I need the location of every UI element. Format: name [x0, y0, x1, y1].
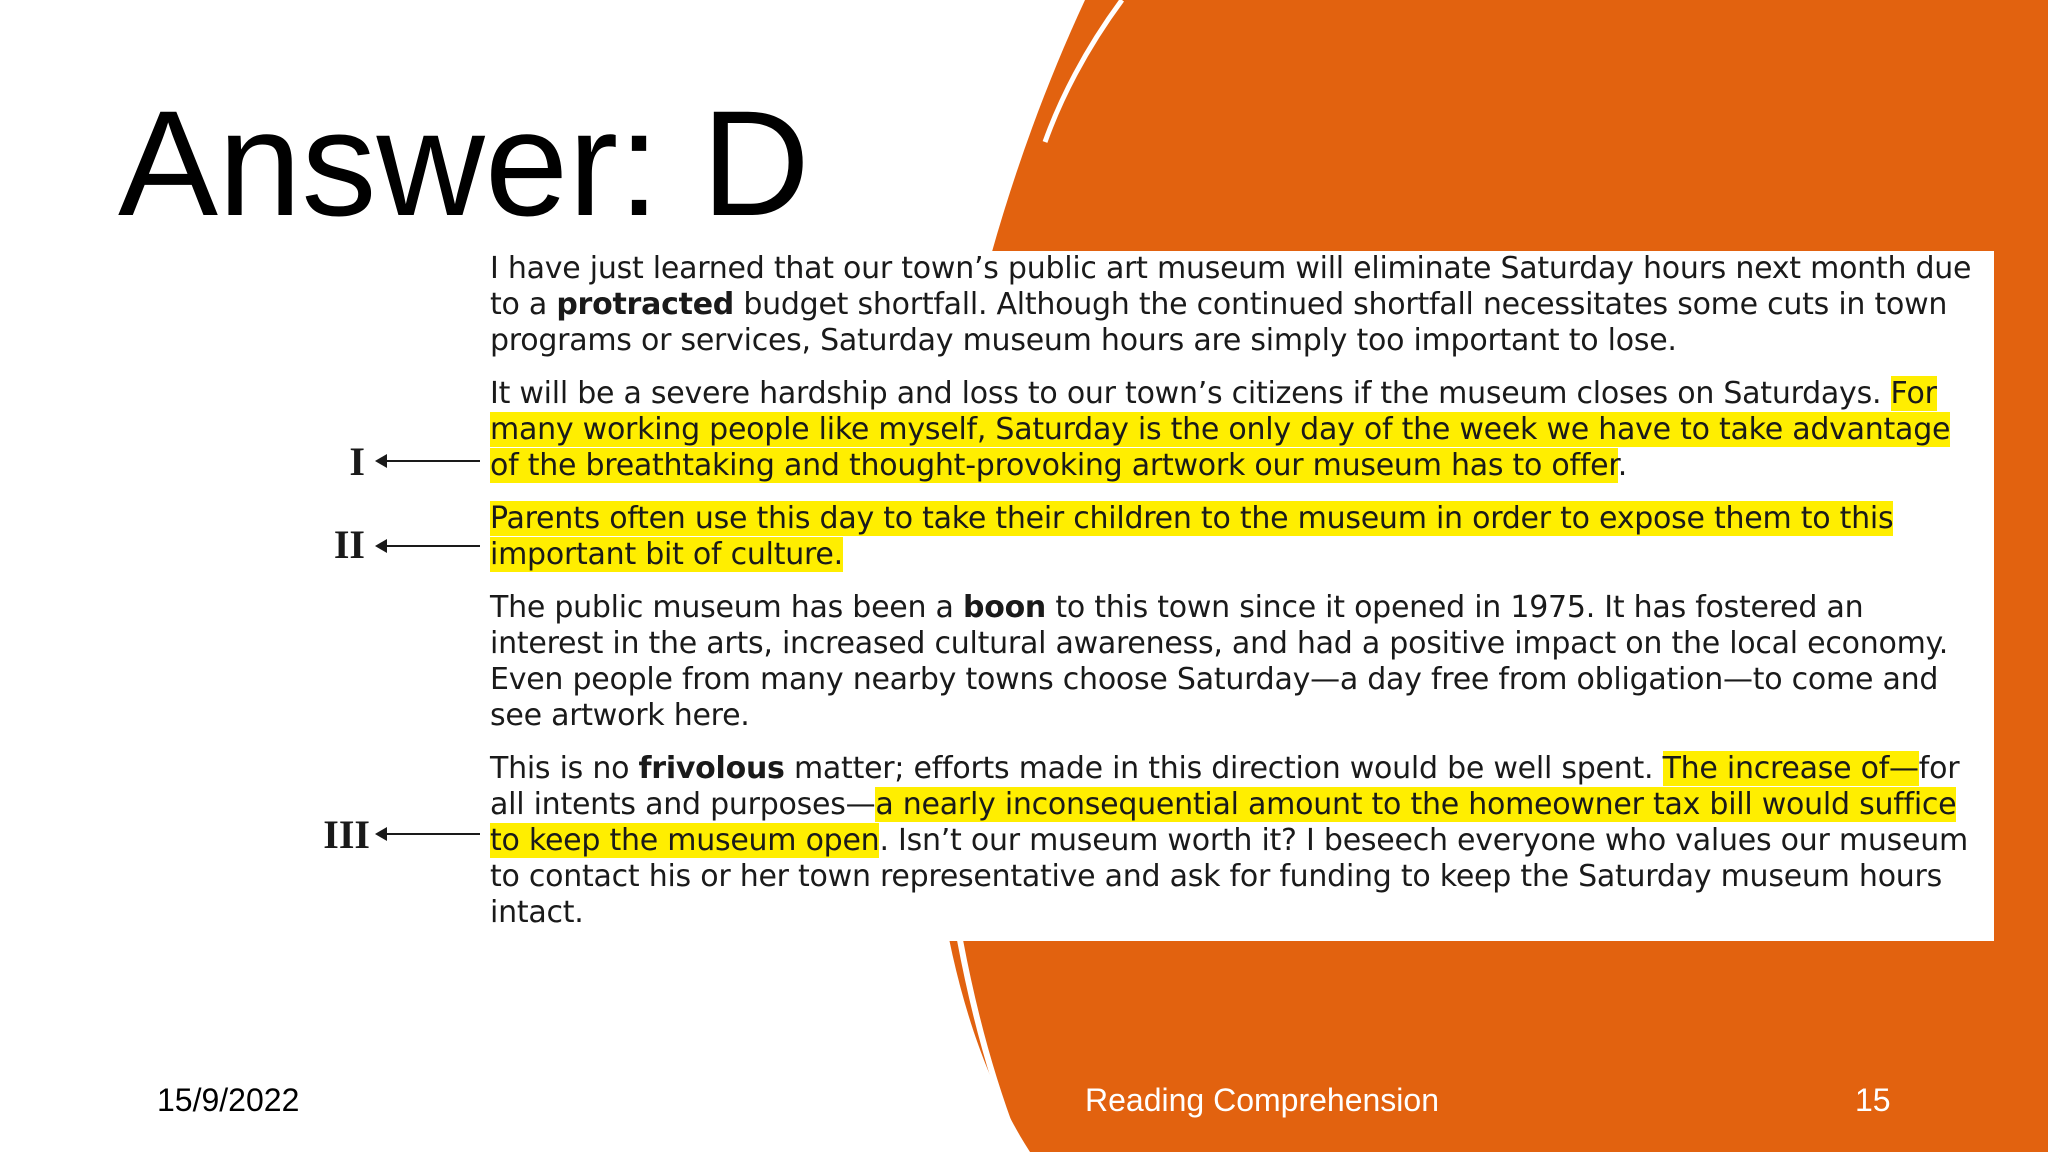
footer-title: Reading Comprehension	[1085, 1082, 1439, 1118]
highlighted-sentence-3b: a nearly inconsequential amount to the homeowner tax bill would suffice to keep the museum open	[490, 787, 1957, 858]
marker-iii: III	[323, 812, 370, 857]
vocab-word: frivolous	[638, 751, 785, 786]
text: The public museum has been a	[490, 590, 963, 625]
highlighted-sentence-2: Parents often use this day to take their children to the museum in order to expose them to this important bit of culture.	[490, 501, 1894, 572]
vocab-word: boon	[962, 590, 1047, 625]
text: I have just learned that our town’s public art museum will eliminate Saturday hours next month due to a	[490, 251, 1972, 322]
arrow-ii	[385, 545, 480, 547]
paragraph-3	[490, 501, 1984, 573]
text: This is no	[490, 751, 639, 786]
marker-ii: II	[333, 522, 365, 567]
passage-image	[477, 251, 1994, 941]
text: to this town since it opened in 1975. It has fostered an interest in the arts, increased cultural awareness, and had a positive impact on the local economy. Even people from many nearby towns choose Saturday—a day free from obligation—to come and see artwork here.	[490, 590, 1949, 733]
paragraph-1	[490, 251, 1984, 359]
text: It will be a severe hardship and loss to our town’s citizens if the museum closes on Saturdays.	[490, 376, 1891, 411]
text: budget shortfall. Although the continued shortfall necessitates some cuts in town programs or services, Saturday museum hours are simply too important to lose.	[490, 287, 1948, 358]
arrow-i	[385, 460, 480, 462]
footer-date: 15/9/2022	[157, 1082, 300, 1118]
paragraph-4	[490, 590, 1984, 734]
highlighted-sentence-1: For many working people like myself, Saturday is the only day of the week we have to take advantage of the breathtaking and thought-provoking artwork our museum has to offer	[490, 376, 1951, 483]
slide-title: Answer: D	[118, 79, 810, 247]
arrowhead	[375, 539, 387, 553]
text: .	[1617, 448, 1627, 483]
arrowhead	[375, 454, 387, 468]
vocab-word: protracted	[556, 287, 735, 322]
highlighted-sentence-3a: The increase of—	[1662, 751, 1919, 786]
text: matter; efforts made in this direction would be well spent.	[784, 751, 1663, 786]
arrowhead	[375, 827, 387, 841]
arrow-iii	[385, 833, 480, 835]
paragraph-5	[490, 751, 1984, 931]
slide-number: 15	[1855, 1082, 1891, 1118]
marker-i: I	[349, 439, 365, 484]
text: for all intents and purposes—	[490, 751, 1960, 822]
text: . Isn’t our museum worth it? I beseech everyone who values our museum to contact his or her town representative and ask for funding to keep the Saturday museum hours intact.	[490, 823, 1968, 930]
paragraph-2	[490, 376, 1984, 484]
